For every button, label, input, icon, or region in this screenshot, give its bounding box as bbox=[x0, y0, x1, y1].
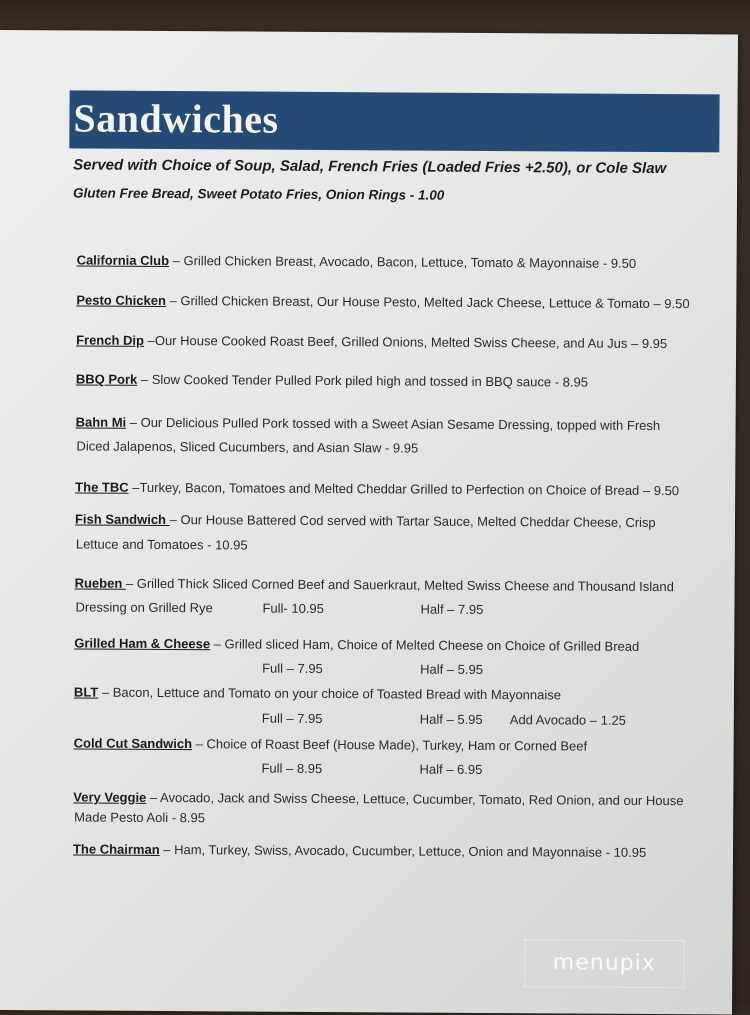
item-description: – Our House Battered Cod served with Tartar Sauce, Melted Cheddar Cheese, Crisp bbox=[169, 512, 656, 531]
item-name: BBQ Pork bbox=[75, 371, 138, 387]
item-name: Fish Sandwich bbox=[74, 511, 170, 528]
item-name: Pesto Chicken bbox=[76, 292, 166, 309]
menu-item-french-dip bbox=[76, 332, 667, 351]
item-description-continued: Made Pesto Aoli - 8.95 bbox=[74, 809, 206, 826]
half-price: Half – 5.95 bbox=[420, 661, 484, 677]
item-description: – Our Delicious Pulled Pork tossed with a Sweet Asian Sesame Dressing, topped with Fresh bbox=[126, 414, 661, 434]
menu-item-pesto-chicken bbox=[76, 292, 689, 311]
item-description-continued: Dressing on Grilled Rye bbox=[75, 599, 213, 616]
menu-item-cold-cut-sandwich bbox=[74, 735, 588, 753]
item-name: Rueben bbox=[74, 575, 126, 591]
full-price: Full – 7.95 bbox=[261, 710, 323, 726]
full-price: Full – 7.95 bbox=[262, 660, 323, 676]
extras-note: Gluten Free Bread, Sweet Potato Fries, Onion Rings - 1.00 bbox=[72, 185, 445, 203]
menu-item-the-chairman bbox=[73, 841, 646, 860]
item-description: – Slow Cooked Tender Pulled Pork piled high and tossed in BBQ sauce - 8.95 bbox=[137, 371, 589, 390]
item-name: Bahn Mi bbox=[75, 414, 127, 430]
half-price: Half – 6.95 bbox=[419, 761, 483, 777]
section-title: Sandwiches bbox=[73, 95, 279, 142]
item-description: – Choice of Roast Beef (House Made), Turkey, Ham or Corned Beef bbox=[192, 736, 588, 754]
menu-item-grilled-ham-cheese bbox=[74, 635, 639, 653]
full-price: Full- 10.95 bbox=[262, 600, 324, 616]
item-description: – Grilled sliced Ham, Choice of Melted Cheese on Choice of Grilled Bread bbox=[210, 636, 640, 654]
menu-item-california-club bbox=[77, 252, 637, 270]
item-name: Cold Cut Sandwich bbox=[73, 735, 193, 752]
add-on-price: Add Avocado – 1.25 bbox=[509, 712, 626, 728]
menu-item-rueben bbox=[75, 575, 674, 594]
half-price: Half – 7.95 bbox=[420, 601, 484, 617]
item-description: – Grilled Chicken Breast, Our House Pesto, Melted Jack Cheese, Lettuce & Tomato – 9.50 bbox=[165, 293, 690, 312]
menu-item-very-veggie bbox=[73, 789, 683, 808]
watermark-logo: menupix bbox=[524, 939, 684, 988]
menu-item-bahn-mi bbox=[76, 414, 661, 433]
item-name: French Dip bbox=[76, 332, 145, 348]
section-banner bbox=[69, 90, 719, 152]
item-description-continued: Lettuce and Tomatoes - 10.95 bbox=[75, 536, 248, 553]
item-description: – Bacon, Lettuce and Tomato on your choice of Toasted Bread with Mayonnaise bbox=[98, 684, 562, 703]
item-name: Very Veggie bbox=[73, 789, 147, 805]
item-description: – Ham, Turkey, Swiss, Avocado, Cucumber, Lettuce, Onion and Mayonnaise - 10.95 bbox=[159, 841, 647, 860]
item-name: Grilled Ham & Cheese bbox=[74, 635, 211, 652]
item-name: California Club bbox=[76, 252, 170, 269]
full-price: Full – 8.95 bbox=[261, 760, 323, 776]
item-description: – Grilled Chicken Breast, Avocado, Bacon, Lettuce, Tomato & Mayonnaise - 9.50 bbox=[169, 253, 637, 271]
menu-item-blt bbox=[74, 684, 561, 702]
item-description-continued: Diced Jalapenos, Sliced Cucumbers, and Asian Slaw - 9.95 bbox=[76, 438, 419, 456]
item-name: BLT bbox=[73, 684, 99, 700]
item-description: –Our House Cooked Roast Beef, Grilled Onions, Melted Swiss Cheese, and Au Jus – 9.95 bbox=[143, 332, 668, 352]
item-name: The Chairman bbox=[72, 841, 160, 857]
item-description: –Turkey, Bacon, Tomatoes and Melted Cheddar Grilled to Perfection on Choice of Bread – 9.50 bbox=[128, 479, 680, 499]
item-description: – Grilled Thick Sliced Corned Beef and Sauerkraut, Melted Swiss Cheese and Thousand Island bbox=[125, 575, 674, 595]
menu-item-fish-sandwich bbox=[75, 511, 656, 530]
menu-page bbox=[0, 30, 738, 1014]
sides-note: Served with Choice of Soup, Salad, French Fries (Loaded Fries +2.50), or Cole Slaw bbox=[73, 156, 667, 178]
item-name: The TBC bbox=[75, 479, 129, 495]
menu-item-bbq-pork bbox=[76, 371, 588, 389]
half-price: Half – 5.95 bbox=[419, 711, 483, 727]
menu-item-the-tbc bbox=[75, 479, 679, 498]
item-description: – Avocado, Jack and Swiss Cheese, Lettuce, Cucumber, Tomato, Red Onion, and our House bbox=[146, 789, 684, 809]
